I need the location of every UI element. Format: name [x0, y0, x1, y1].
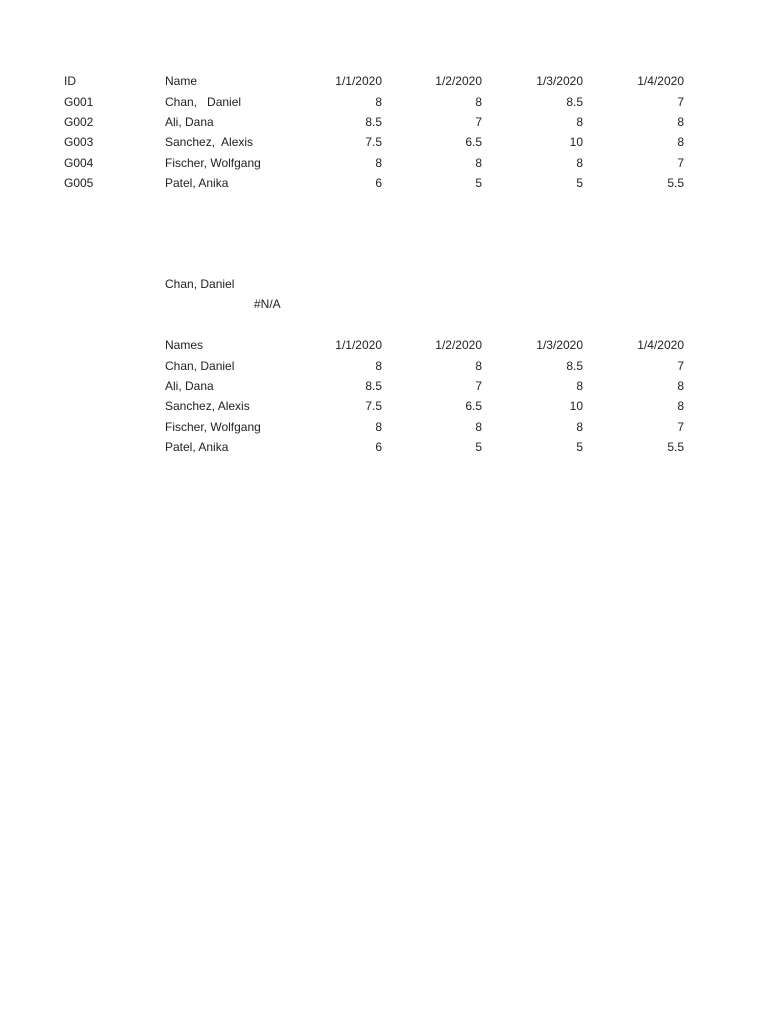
value-cell: 7: [475, 115, 482, 129]
table1-header-id: ID: [64, 74, 76, 88]
name-cell: Chan, Daniel: [165, 359, 235, 373]
value-cell: 5: [475, 440, 482, 454]
table2-header-date: 1/4/2020: [637, 338, 684, 352]
value-cell: 8: [576, 115, 583, 129]
value-cell: 7: [475, 379, 482, 393]
value-cell: 7: [677, 420, 684, 434]
value-cell: 6.5: [465, 399, 482, 413]
value-cell: 10: [569, 399, 583, 413]
id-cell: G004: [64, 156, 94, 170]
value-cell: 8: [475, 359, 482, 373]
name-cell: Patel, Anika: [165, 176, 229, 190]
value-cell: 6: [375, 176, 382, 190]
value-cell: 7.5: [365, 399, 382, 413]
value-cell: 8: [576, 156, 583, 170]
value-cell: 5.5: [667, 440, 684, 454]
name-cell: Chan, Daniel: [165, 95, 242, 109]
value-cell: 8: [677, 115, 684, 129]
value-cell: 8: [475, 95, 482, 109]
name-cell: Sanchez, Alexis: [165, 135, 254, 149]
value-cell: 8: [375, 420, 382, 434]
value-cell: 8: [375, 359, 382, 373]
table2-header-names: Names: [165, 338, 204, 352]
table2-header-date: 1/3/2020: [536, 338, 583, 352]
table1-header-name: Name: [165, 74, 198, 88]
value-cell: 6: [375, 440, 382, 454]
table2-header-date: 1/1/2020: [335, 338, 382, 352]
value-cell: 7: [677, 156, 684, 170]
value-cell: 8: [677, 399, 684, 413]
id-cell: G001: [64, 95, 94, 109]
value-cell: 8.5: [566, 359, 583, 373]
id-cell: G002: [64, 115, 94, 129]
table1-header-date: 1/1/2020: [335, 74, 382, 88]
value-cell: 7: [677, 359, 684, 373]
value-cell: 10: [569, 135, 583, 149]
value-cell: 8: [677, 379, 684, 393]
lookup-name-cell: Chan, Daniel: [165, 277, 235, 291]
value-cell: 5: [576, 176, 583, 190]
value-cell: 8.5: [566, 95, 583, 109]
value-cell: 8: [576, 420, 583, 434]
table1-header-date: 1/2/2020: [435, 74, 482, 88]
value-cell: 5: [475, 176, 482, 190]
value-cell: 8: [475, 420, 482, 434]
value-cell: 5: [576, 440, 583, 454]
name-cell: Patel, Anika: [165, 440, 229, 454]
id-cell: G003: [64, 135, 94, 149]
name-cell: Ali, Dana: [165, 115, 214, 129]
value-cell: 7.5: [365, 135, 382, 149]
table1-header-date: 1/4/2020: [637, 74, 684, 88]
lookup-result-cell: #N/A: [254, 297, 281, 311]
value-cell: 8: [677, 135, 684, 149]
name-cell: Sanchez, Alexis: [165, 399, 250, 413]
value-cell: 8: [576, 379, 583, 393]
value-cell: 8: [475, 156, 482, 170]
value-cell: 8: [375, 156, 382, 170]
name-cell: Ali, Dana: [165, 379, 214, 393]
table1-header-date: 1/3/2020: [536, 74, 583, 88]
value-cell: 8.5: [365, 379, 382, 393]
value-cell: 6.5: [465, 135, 482, 149]
value-cell: 8.5: [365, 115, 382, 129]
value-cell: 5.5: [667, 176, 684, 190]
name-cell: Fischer, Wolfgang: [165, 156, 261, 170]
value-cell: 7: [677, 95, 684, 109]
name-cell: Fischer, Wolfgang: [165, 420, 261, 434]
table2-header-date: 1/2/2020: [435, 338, 482, 352]
id-cell: G005: [64, 176, 94, 190]
value-cell: 8: [375, 95, 382, 109]
